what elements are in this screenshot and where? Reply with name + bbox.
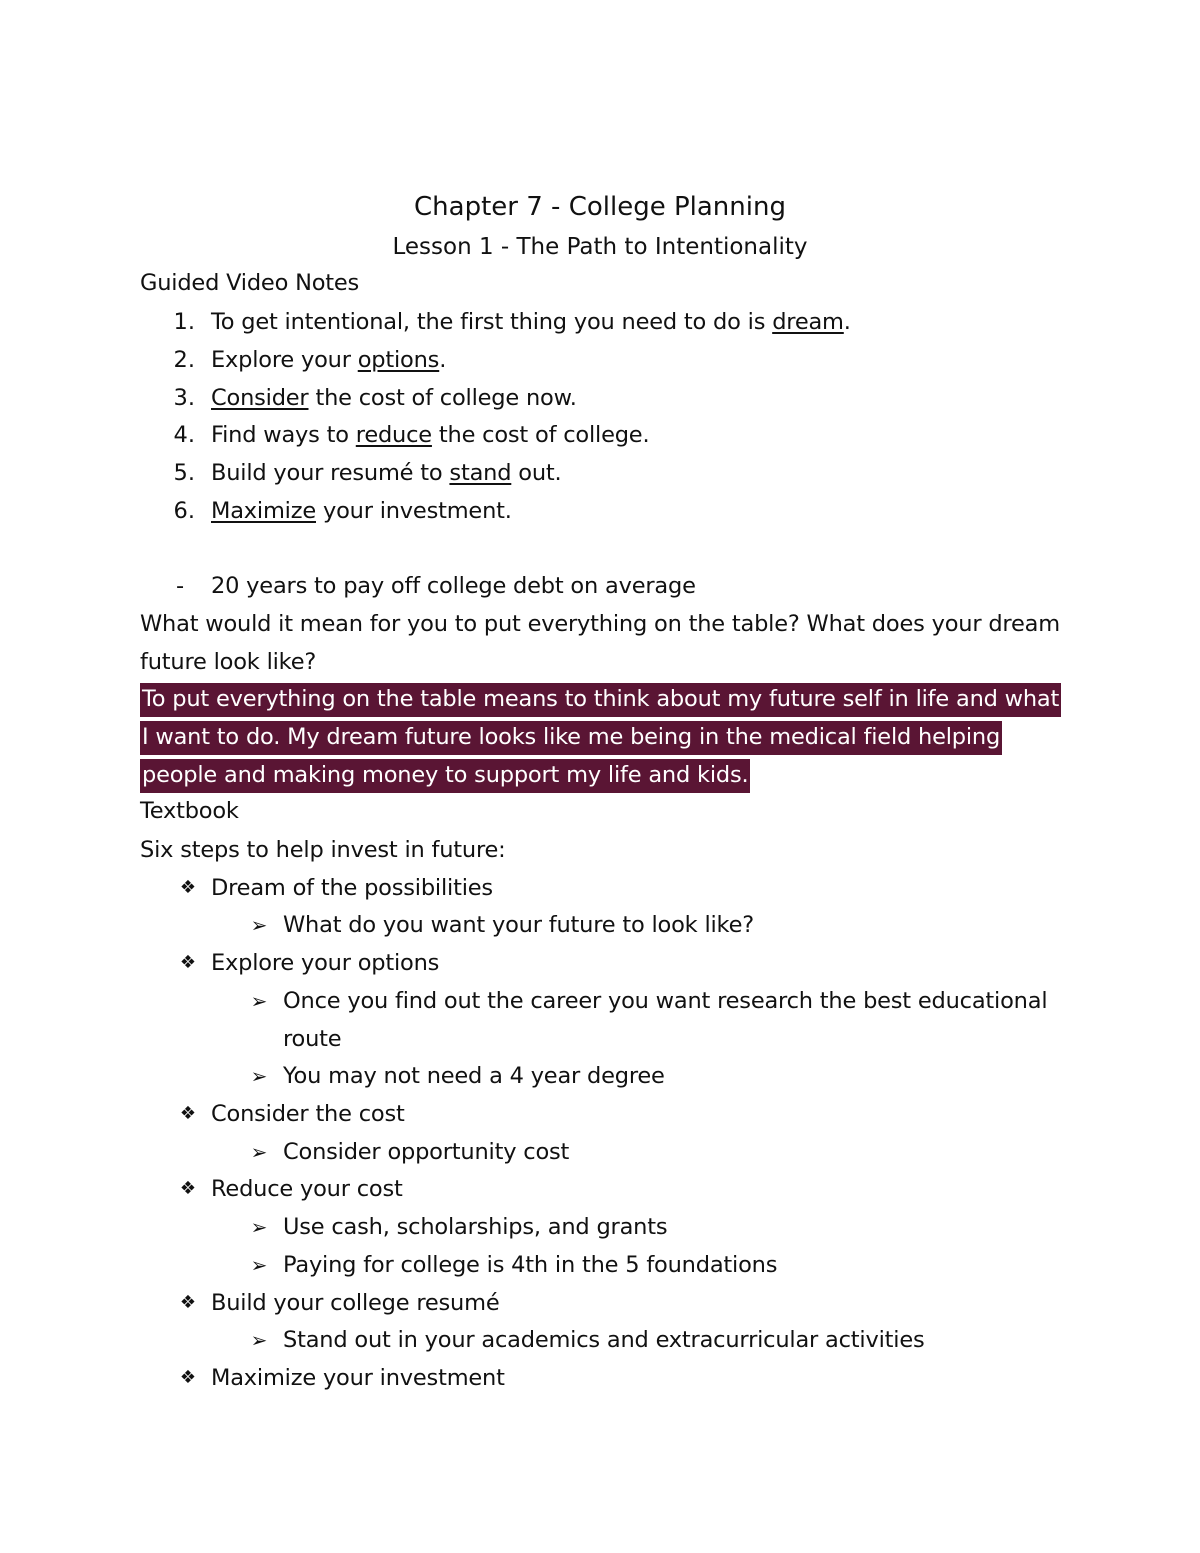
arrow-bullet-icon: ➢ xyxy=(250,1064,268,1088)
sub-step-item: Use cash, scholarships, and grants xyxy=(283,1214,668,1240)
highlighted-answer-line: To put everything on the table means to think about my future self in life and what xyxy=(140,683,1061,717)
question-line: What would it mean for you to put everything on the table? What does your dream xyxy=(140,611,1060,637)
sub-step-item: Paying for college is 4th in the 5 foundations xyxy=(283,1252,778,1278)
diamond-bullet-icon: ❖ xyxy=(179,1178,197,1199)
fill-in-answer: Maximize xyxy=(211,498,316,524)
fill-in-answer: dream xyxy=(772,309,844,335)
textbook-heading: Textbook xyxy=(140,798,239,824)
list-number: 3. xyxy=(173,385,195,411)
arrow-bullet-icon: ➢ xyxy=(250,1140,268,1164)
chapter-title: Chapter 7 - College Planning xyxy=(414,192,786,222)
diamond-bullet-icon: ❖ xyxy=(179,877,197,898)
fill-in-answer: options xyxy=(357,347,440,373)
step-item: Maximize your investment xyxy=(211,1365,505,1391)
highlighted-answer-line: people and making money to support my life and kids. xyxy=(140,759,750,793)
arrow-bullet-icon: ➢ xyxy=(250,989,268,1013)
sub-step-item: Once you find out the career you want research the best educational xyxy=(283,988,1048,1014)
list-number: 5. xyxy=(173,460,195,486)
sub-step-item: You may not need a 4 year degree xyxy=(283,1063,665,1089)
diamond-bullet-icon: ❖ xyxy=(179,1292,197,1313)
sub-step-item: What do you want your future to look like? xyxy=(283,912,754,938)
guided-video-notes-heading: Guided Video Notes xyxy=(140,270,360,296)
lesson-subtitle: Lesson 1 - The Path to Intentionality xyxy=(392,234,808,260)
step-item: Consider the cost xyxy=(211,1101,405,1127)
diamond-bullet-icon: ❖ xyxy=(179,1103,197,1124)
sub-step-item-continuation: route xyxy=(283,1026,342,1052)
list-item: Consider the cost of college now. xyxy=(211,385,577,411)
student-answer xyxy=(140,684,1070,798)
list-number: 4. xyxy=(173,422,195,448)
list-item: Maximize your investment. xyxy=(211,498,512,524)
list-number: 2. xyxy=(173,347,195,373)
list-number: 1. xyxy=(173,309,195,335)
debt-note: 20 years to pay off college debt on average xyxy=(211,573,696,599)
dash-marker: - xyxy=(176,573,184,599)
fill-in-answer: reduce xyxy=(355,422,432,448)
question-line: future look like? xyxy=(140,649,317,675)
diamond-bullet-icon: ❖ xyxy=(179,1367,197,1388)
fill-in-answer: Consider xyxy=(211,385,309,411)
arrow-bullet-icon: ➢ xyxy=(250,1253,268,1277)
arrow-bullet-icon: ➢ xyxy=(250,1328,268,1352)
highlighted-answer-line: I want to do. My dream future looks like me being in the medical field helping xyxy=(140,721,1002,755)
step-item: Explore your options xyxy=(211,950,440,976)
sub-step-item: Stand out in your academics and extracurricular activities xyxy=(283,1327,925,1353)
step-item: Build your college resumé xyxy=(211,1290,500,1316)
list-number: 6. xyxy=(173,498,195,524)
sub-step-item: Consider opportunity cost xyxy=(283,1139,570,1165)
list-item: Build your resumé to stand out. xyxy=(211,460,562,486)
step-item: Dream of the possibilities xyxy=(211,875,493,901)
textbook-intro: Six steps to help invest in future: xyxy=(140,837,506,863)
list-item: Find ways to reduce the cost of college. xyxy=(211,422,650,448)
arrow-bullet-icon: ➢ xyxy=(250,1215,268,1239)
list-item: To get intentional, the first thing you need to do is dream. xyxy=(211,309,851,335)
diamond-bullet-icon: ❖ xyxy=(179,952,197,973)
fill-in-answer: stand xyxy=(449,460,512,486)
step-item: Reduce your cost xyxy=(211,1176,403,1202)
arrow-bullet-icon: ➢ xyxy=(250,913,268,937)
list-item: Explore your options. xyxy=(211,347,447,373)
